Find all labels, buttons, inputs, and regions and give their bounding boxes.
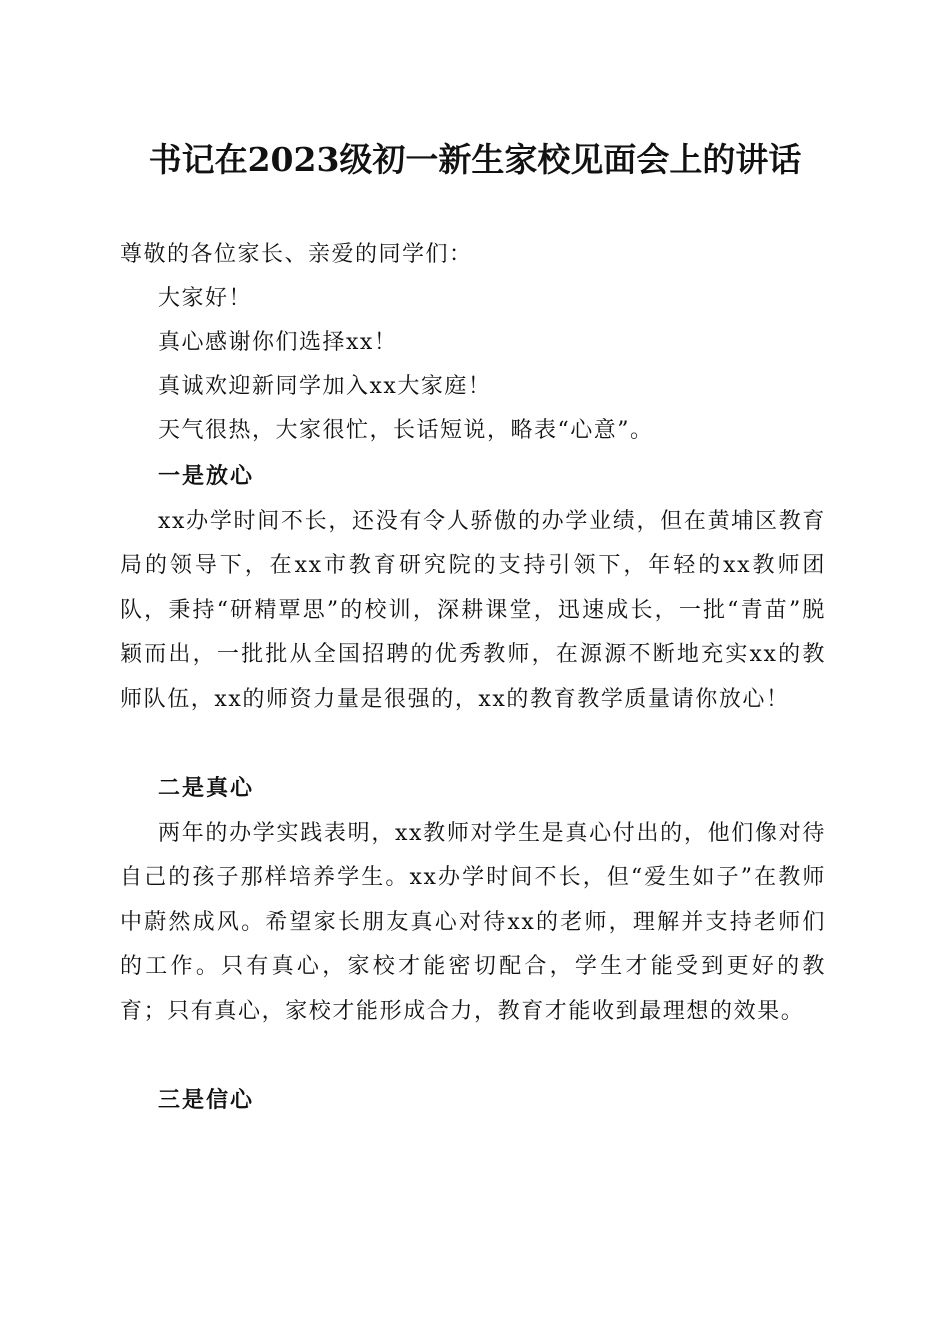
section-heading-2: 二是真心: [158, 775, 255, 801]
document-title: 书记在2023级初一新生家校见面会上的讲话: [148, 140, 802, 179]
section-heading-1: 一是放心: [158, 463, 255, 489]
section-heading-3: 三是信心: [158, 1087, 255, 1113]
greeting-line: 尊敬的各位家长、亲爱的同学们：: [120, 242, 473, 267]
intro-line-welcome: 真诚欢迎新同学加入xx大家庭！: [158, 374, 492, 399]
section-paragraph-1: xx办学时间不长，还没有令人骄傲的办学业绩，但在黄埔区教育局的领导下，在xx市教育研究院的支持引领下，年轻的xx教师团队，秉持“研精覃思”的校训，深耕课堂，迅速成长，一批“青苗”脱颖而出，一批批从全国招聘的优秀教师，在源源不断地充实xx的教师队伍，xx的师资力量是很强的，xx的教育教学质量请你放心！: [120, 509, 826, 712]
intro-line-weather: 天气很热，大家很忙，长话短说，略表“心意”。: [158, 418, 654, 443]
section-paragraph-2: 两年的办学实践表明，xx教师对学生是真心付出的，他们像对待自己的孩子那样培养学生。xx办学时间不长，但“爱生如子”在教师中蔚然成风。希望家长朋友真心对待xx的老师，理解并支持老师们的工作。只有真心，家校才能密切配合，学生才能受到更好的教育；只有真心，家校才能形成合力，教育才能收到最理想的效果。: [120, 821, 826, 1024]
intro-line-hello: 大家好！: [158, 286, 253, 311]
intro-line-thanks: 真心感谢你们选择xx！: [158, 330, 398, 355]
